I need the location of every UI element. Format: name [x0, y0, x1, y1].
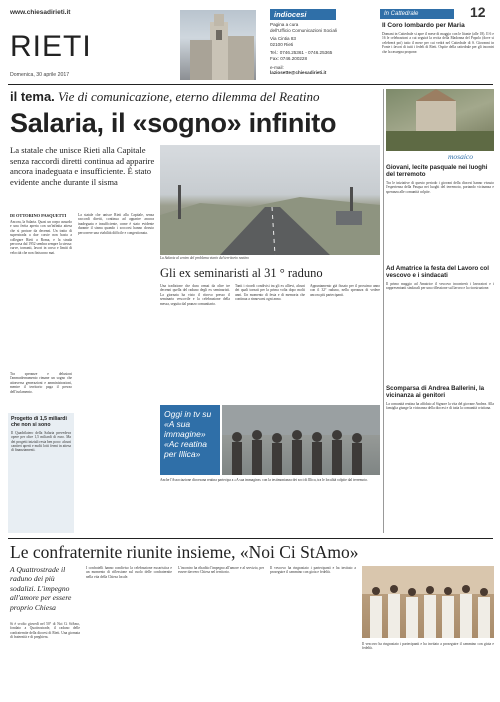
bottom-col5: Il vescovo ha ringraziato i partecipanti e ha invitato a proseguire il cammino con gioia e fedeltà.	[362, 642, 494, 651]
masthead-rule	[8, 84, 493, 85]
publication-date: Domenica, 30 aprile 2017	[10, 72, 70, 78]
mosaico-photo	[386, 89, 494, 151]
project-box-body: Il Quadrilatero della Salaria prevedeva opere per oltre 1,5 miliardi di euro. Ma dei progetti iniziali resta ben poco: alcuni cantieri aperti e molti lotti fermi in attesa di finanziamenti.	[11, 430, 71, 453]
seminaristi-col1: Una tradizione che dura ormai da oltre tre decenni quella del raduno degli ex seminaristi. La giornata ha visto il ritrovo presso il seminario vescovile e la celebrazione della messa, seguita dal pranzo comunitario.	[160, 284, 230, 306]
project-box-title: Progetto di 1,5 miliardi che non si sono	[11, 416, 67, 429]
indiocesi-label: indiocesi	[270, 9, 336, 20]
topic-label: il tema.	[10, 89, 55, 104]
topic-line	[10, 89, 380, 105]
seminaristi-col3: Appuntamento già fissato per il prossimo anno con il 32° raduno, nella speranza di vedere ancora più partecipanti.	[310, 284, 380, 297]
bottom-col4: Il vescovo ha ringraziato i partecipanti e ha invitato a proseguire il cammino con gioia e fedeltà.	[270, 566, 356, 575]
tv-box	[160, 405, 220, 475]
mosaico-label: mosaico	[448, 152, 473, 161]
cattedrale-label: In Cattedrale	[380, 9, 454, 19]
main-body-col1: Ancora, la Salaria. Quasi un corpo assurdo e una ferita aperta con un'infinita attesa che si protrae da decenni. Un tratto di superstrada a due corsie non basta a collegare Rieti a Roma, e la strada percorsa dal 1952 sembra sempre la stessa: curve, tornanti, lavori in corso e limiti di velocità che non finiscono mai.	[10, 220, 72, 255]
email-link[interactable]: laziosette@chiesadirieti.it	[270, 70, 327, 76]
photo-caption: La Salaria al centro del problema viario del territorio reatino	[160, 256, 249, 260]
bottom-col3: L'incontro ha ribadito l'impegno all'amore e al servizio, per essere davvero Chiesa nel territorio.	[178, 566, 264, 575]
tv-box-text: Oggi in tv su «A sua immagine» «Ac reatina per Illica»	[164, 409, 212, 459]
main-deck: La statale che unisce Rieti alla Capitale senza raccordi diretti continua ad apparire ancora inadeguata e insufficiente. È stato evidente anche durante il sisma	[10, 145, 155, 187]
mosaico-item3-title: Scomparsa di Andrea Ballerini, la vicinanza ai genitori	[386, 385, 485, 400]
cattedrale-body: Domani in Cattedrale si apre il mese di maggio con le litanie (alle 18). Il 6 e 16 le celebrazioni a cui seguirà la recita della Madonna del Popolo (dove si celebrerà poi) tutto il mese per cui vedrà nel Cattedrale di S. Giovanni in Fonte i favori di tutti i fedeli di Rieti. Ospite della cattedrale per gli incontri che la rassegna propone.	[382, 32, 494, 54]
main-body-col2: La statale che unisce Rieti alla Capitale, senza raccordi diretti, continua ad apparire ancora inadeguata e insufficiente, come è stato evidente durante il sisma quando i soccorsi hanno dovuto percorrere una viabilità difficile e congestionata.	[78, 213, 154, 235]
main-headline: Salaria, il «sogno» infinito	[10, 108, 337, 138]
bottom-rule	[8, 538, 493, 539]
seminaristi-col2: Tanti i ricordi condivisi tra gli ex allievi, alcuni dei quali tornati per la prima volta dopo molti anni. Un momento di festa e di memoria che continua a rinnovarsi ogni anno.	[235, 284, 305, 302]
mosaico-item2-title: Ad Amatrice la festa del Lavoro col vescovo e i sindacati	[386, 265, 489, 280]
byline: DI OTTORINO PASQUETTI	[10, 213, 67, 218]
info-line: Pagina a cura	[270, 22, 299, 27]
column-divider	[383, 89, 384, 533]
mosaico-item1-body: Tra le iniziative di questo periodo i giovani della diocesi hanno vissuto l'esperienza della Pasqua nei luoghi del terremoto, portando vicinanza e speranza alle comunità colpite.	[386, 181, 494, 194]
email-label: e-mail:	[270, 64, 284, 70]
website-url[interactable]: www.chiesadirieti.it	[10, 9, 71, 16]
page-number: 12	[470, 4, 486, 20]
address-line: Via Cintia 83	[270, 36, 296, 42]
tv-body: Anche l'Associazione diocesana reatina partecipa a «A sua immagine» con la testimonianza dei soci di Illica, tra le località colpite dal terremoto.	[160, 478, 368, 482]
address-line: 02100 Rieti	[270, 41, 294, 47]
info-line: dell'Ufficio Comunicazioni Sociali	[270, 27, 337, 33]
seminaristi-headline: Gli ex seminaristi al 31 ° raduno	[160, 266, 323, 280]
mosaico-item3-body: La comunità reatina ha affidato al Signore la vita del giovane Andrea. Alla famiglia giunge la vicinanza della diocesi e di tutta la comunità cristiana.	[386, 402, 494, 411]
phone-line: Tel.: 0746.25361 - 0746.25365	[270, 50, 333, 56]
bottom-col2: I confratelli hanno condiviso la celebrazione eucaristica e un momento di riflessione sul ruolo delle confraternite nella vita della Chiesa locale.	[86, 566, 172, 579]
main-body-col1b: Tra speranze e delusioni l'ammodernamento rimane un sogno che attraversa generazioni e amministrazioni, mentre il territorio paga il prezzo dell'isolamento.	[10, 372, 72, 394]
group-photo	[222, 405, 380, 475]
indiocesi-info	[270, 22, 375, 76]
fax-line: Fax: 0746.200228	[270, 55, 308, 61]
topic-subtitle: Vie di comunicazione, eterno dilemma del Reatino	[58, 89, 320, 104]
cattedrale-headline: Il Coro lombardo per Maria	[382, 22, 465, 29]
section-title: RIETI	[10, 30, 92, 63]
salaria-photo	[160, 145, 380, 255]
mosaico-item2-body: Il primo maggio ad Amatrice il vescovo incontrerà i lavoratori e i rappresentanti sindacali per una riflessione sul lavoro e la ricostruzione.	[386, 282, 494, 291]
bottom-col1: Si è svolto giovedì nel 50° di Noi Ci StAmo, fondato a Quattrostrade, il raduno delle confraternite della diocesi di Rieti. Una giornata di fraternità e di preghiera.	[10, 622, 80, 640]
bottom-deck: A Quattrostrade il raduno dei più sodalizi. L'impegno all'amore per essere proprio Chiesa	[10, 565, 72, 612]
mosaico-item1-title: Giovani, lecite pasquale nei luoghi del terremoto	[386, 164, 488, 179]
confraternite-photo	[362, 566, 494, 638]
bottom-headline: Le confraternite riunite insieme, «Noi Ci StAmo»	[10, 542, 359, 562]
project-box	[8, 413, 74, 533]
church-photo	[180, 10, 256, 80]
